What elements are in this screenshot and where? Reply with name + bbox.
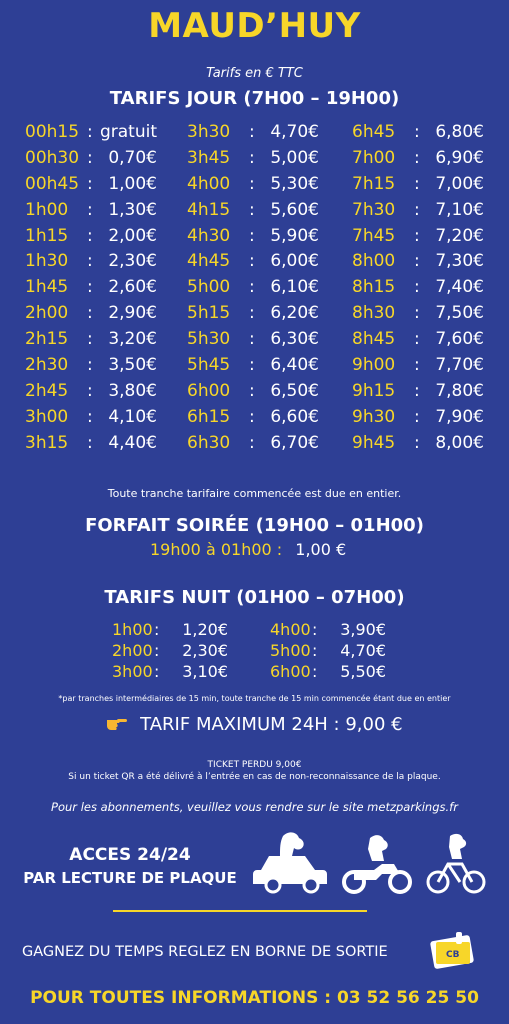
rate-separator: : — [87, 432, 93, 453]
rate-separator: : — [87, 303, 93, 324]
rate-price: 1,20€ — [182, 620, 228, 639]
exit-payment-info: GAGNEZ DU TEMPS REGLEZ EN BORNE DE SORTIE — [22, 944, 388, 960]
rate-duration: 9h15 — [352, 380, 396, 401]
rate-separator: : — [312, 662, 318, 681]
rate-duration: 7h00 — [352, 147, 396, 168]
rate-price: 7,30€ — [435, 251, 484, 272]
day-rates-column-1 — [25, 122, 157, 459]
rate-duration: 3h00 — [25, 406, 69, 427]
rate-duration: 6h15 — [187, 406, 231, 427]
rate-row — [187, 406, 319, 433]
rate-price: 6,00€ — [270, 251, 319, 272]
night-rates-table — [0, 620, 509, 684]
rate-row — [352, 173, 484, 200]
rate-row — [352, 380, 484, 407]
rate-separator: : — [414, 380, 420, 401]
rate-price: 7,80€ — [435, 380, 484, 401]
rate-separator: : — [87, 355, 93, 376]
rate-duration: 3h00 — [112, 662, 153, 681]
rate-separator: : — [87, 225, 93, 246]
rate-row — [187, 251, 319, 277]
rate-separator: : — [312, 620, 318, 639]
rate-price: 3,90€ — [340, 620, 386, 639]
rate-duration: 8h45 — [352, 329, 396, 350]
rate-price: 3,50€ — [108, 355, 157, 376]
rate-duration: 4h15 — [187, 199, 231, 220]
rate-row — [187, 147, 319, 174]
rate-duration: 4h30 — [187, 225, 231, 246]
rate-separator: : — [249, 432, 255, 453]
day-heading: TARIFS JOUR (7H00 – 19H00) — [109, 88, 400, 109]
rate-row — [25, 251, 157, 277]
rate-price: 3,10€ — [182, 662, 228, 681]
rate-row — [25, 355, 157, 381]
rate-price: 3,20€ — [108, 329, 157, 350]
rate-separator: : — [414, 432, 420, 453]
rate-duration: 1h45 — [25, 277, 69, 298]
day-rates-table — [0, 122, 509, 462]
rate-separator: : — [87, 199, 93, 220]
rate-duration: 8h00 — [352, 251, 396, 272]
rate-row — [187, 225, 319, 252]
rate-duration: 4h00 — [270, 620, 311, 639]
evening-rate — [150, 540, 346, 559]
rate-row — [25, 303, 157, 329]
rate-price: 4,70€ — [270, 122, 319, 142]
rate-duration: 7h15 — [352, 173, 396, 194]
rate-price: 6,80€ — [435, 122, 484, 142]
rate-row — [352, 277, 484, 303]
rate-separator: : — [249, 355, 255, 376]
motorcycle-icon — [340, 832, 416, 900]
rate-price: 7,50€ — [435, 303, 484, 324]
day-rates-column-3 — [352, 122, 484, 459]
rate-row — [112, 641, 228, 662]
rate-duration: 3h30 — [187, 122, 231, 142]
rate-separator: : — [249, 199, 255, 220]
rate-price: 2,90€ — [108, 303, 157, 324]
rate-separator: : — [414, 406, 420, 427]
rate-row — [25, 122, 157, 148]
rate-separator: : — [249, 277, 255, 298]
rate-price: 7,40€ — [435, 277, 484, 298]
rate-duration: 6h00 — [270, 662, 311, 681]
rate-row — [187, 122, 319, 148]
rate-separator: : — [414, 251, 420, 272]
rate-separator: : — [414, 329, 420, 350]
bicycle-icon — [424, 832, 490, 900]
rate-row — [352, 329, 484, 355]
rate-price: 5,90€ — [270, 225, 319, 246]
rate-price: 6,20€ — [270, 303, 319, 324]
rate-price: 6,30€ — [270, 329, 319, 350]
rate-duration: 2h00 — [112, 641, 153, 660]
rate-price: 7,90€ — [435, 406, 484, 427]
rate-duration: 5h30 — [187, 329, 231, 350]
card-label: CB — [446, 950, 460, 960]
rate-row — [352, 251, 484, 277]
rate-duration: 6h00 — [187, 380, 231, 401]
rate-row — [25, 380, 157, 407]
rate-separator: : — [249, 380, 255, 401]
rate-row — [352, 122, 484, 148]
night-footnote: *par tranches intermédiaires de 15 min, toute tranche de 15 min commencée étant due en entier — [58, 694, 451, 703]
rate-price: 1,30€ — [108, 199, 157, 220]
rate-duration: 00h15 — [25, 122, 80, 142]
rate-row — [25, 432, 157, 459]
rate-separator: : — [312, 641, 318, 660]
rate-duration: 1h00 — [112, 620, 153, 639]
rate-row — [187, 329, 319, 355]
rate-row — [352, 432, 484, 459]
rate-price: 5,50€ — [340, 662, 386, 681]
rate-price: 3,80€ — [108, 380, 157, 401]
lost-ticket-line2: Si un ticket QR a été délivré à l’entrée en cas de non-reconnaissance de la plaque. — [68, 772, 441, 782]
rate-row — [112, 620, 228, 641]
rate-separator: : — [87, 380, 93, 401]
rate-duration: 5h00 — [187, 277, 231, 298]
rate-separator: : — [414, 355, 420, 376]
rate-separator: : — [249, 225, 255, 246]
rate-price: 7,00€ — [435, 173, 484, 194]
access-line2: PAR LECTURE DE PLAQUE — [23, 869, 237, 887]
divider — [113, 910, 367, 912]
rate-price: 6,90€ — [435, 147, 484, 168]
rate-separator: : — [249, 147, 255, 168]
page-title: MAUD’HUY — [148, 6, 361, 46]
rate-row — [187, 303, 319, 329]
rate-duration: 8h30 — [352, 303, 396, 324]
rate-separator: : — [414, 122, 420, 142]
rate-price: 2,30€ — [108, 251, 157, 272]
rate-row — [187, 380, 319, 407]
rate-duration: 1h15 — [25, 225, 69, 246]
rate-duration: 6h30 — [187, 432, 231, 453]
rate-duration: 3h15 — [25, 432, 69, 453]
rate-duration: 5h00 — [270, 641, 311, 660]
rate-separator: : — [154, 620, 160, 639]
rate-row — [352, 199, 484, 226]
night-rates-column-1 — [112, 620, 228, 683]
rate-price: 4,10€ — [108, 406, 157, 427]
rate-price: 5,00€ — [270, 147, 319, 168]
rate-separator: : — [154, 662, 160, 681]
rate-separator: : — [249, 303, 255, 324]
rate-duration: 7h45 — [352, 225, 396, 246]
rate-price: 2,60€ — [108, 277, 157, 298]
subtitle: Tarifs en € TTC — [206, 66, 303, 81]
rate-price: 7,10€ — [435, 199, 484, 220]
rate-duration: 9h00 — [352, 355, 396, 376]
rate-price: 4,70€ — [340, 641, 386, 660]
rate-duration: 3h45 — [187, 147, 231, 168]
rate-duration: 4h00 — [187, 173, 231, 194]
rate-row — [25, 406, 157, 433]
rate-row — [112, 662, 228, 683]
rate-separator: : — [87, 406, 93, 427]
rate-separator: : — [414, 173, 420, 194]
rate-duration: 5h15 — [187, 303, 231, 324]
rate-duration: 1h30 — [25, 251, 69, 272]
rate-separator: : — [87, 173, 93, 194]
rate-separator: : — [249, 329, 255, 350]
pointing-hand-icon — [106, 715, 128, 736]
rate-price: 6,70€ — [270, 432, 319, 453]
rate-row — [25, 199, 157, 226]
rate-price: 6,50€ — [270, 380, 319, 401]
rate-separator: : — [87, 251, 93, 272]
rate-duration: 2h00 — [25, 303, 69, 324]
rate-price: 6,40€ — [270, 355, 319, 376]
rate-duration: 1h00 — [25, 199, 69, 220]
rate-price: 6,10€ — [270, 277, 319, 298]
rate-row — [352, 225, 484, 252]
rate-duration: 2h30 — [25, 355, 69, 376]
rate-row — [352, 303, 484, 329]
rate-price: 0,70€ — [108, 147, 157, 168]
rate-duration: 9h30 — [352, 406, 396, 427]
evening-price: 1,00 € — [295, 540, 347, 559]
rate-separator: : — [414, 303, 420, 324]
rate-duration: 8h15 — [352, 277, 396, 298]
rate-separator: : — [87, 329, 93, 350]
rate-row — [187, 277, 319, 303]
rate-row — [25, 329, 157, 355]
rate-separator: : — [249, 406, 255, 427]
rate-separator: : — [249, 173, 255, 194]
access-line1: ACCES 24/24 — [69, 845, 191, 865]
rate-separator: : — [414, 147, 420, 168]
rate-separator: : — [414, 199, 420, 220]
rate-price: 5,60€ — [270, 199, 319, 220]
rate-duration: 7h30 — [352, 199, 396, 220]
evening-range: 19h00 à 01h00 : — [150, 540, 283, 559]
rate-row — [187, 355, 319, 381]
rate-row — [187, 432, 319, 459]
rate-separator: : — [249, 251, 255, 272]
rate-duration: 6h45 — [352, 122, 396, 142]
night-rates-column-2 — [270, 620, 386, 683]
rate-row — [270, 662, 386, 683]
rate-row — [270, 620, 386, 641]
rate-separator: : — [87, 277, 93, 298]
rate-duration: 5h45 — [187, 355, 231, 376]
rate-price: 2,00€ — [108, 225, 157, 246]
rate-separator: : — [414, 225, 420, 246]
rate-row — [270, 641, 386, 662]
rate-row — [187, 199, 319, 226]
rate-separator: : — [154, 641, 160, 660]
rate-row — [25, 147, 157, 174]
rate-price: 6,60€ — [270, 406, 319, 427]
evening-heading: FORFAIT SOIRÉE (19H00 – 01H00) — [85, 515, 424, 536]
rate-price: 7,20€ — [435, 225, 484, 246]
rate-price: 2,30€ — [182, 641, 228, 660]
rate-duration: 00h30 — [25, 147, 80, 168]
night-heading: TARIFS NUIT (01H00 – 07H00) — [104, 587, 405, 608]
rate-duration: 2h15 — [25, 329, 69, 350]
rate-row — [187, 173, 319, 200]
rate-price: 7,60€ — [435, 329, 484, 350]
day-rates-column-2 — [187, 122, 319, 459]
rate-separator: : — [414, 277, 420, 298]
rate-separator: : — [87, 147, 93, 168]
rate-duration: 2h45 — [25, 380, 69, 401]
max-rate-text: TARIF MAXIMUM 24H : 9,00 € — [140, 714, 403, 735]
card-payment-icon — [426, 930, 478, 976]
rate-duration: 4h45 — [187, 251, 231, 272]
rate-duration: 00h45 — [25, 173, 80, 194]
rate-price: 8,00€ — [435, 432, 484, 453]
rate-separator: : — [249, 122, 255, 142]
lost-ticket-line1: TICKET PERDU 9,00€ — [207, 760, 302, 770]
rate-price: 5,30€ — [270, 173, 319, 194]
rate-row — [25, 277, 157, 303]
rate-row — [25, 225, 157, 252]
rate-price: 4,40€ — [108, 432, 157, 453]
day-note: Toute tranche tarifaire commencée est due en entier. — [107, 487, 402, 500]
max-rate — [0, 714, 509, 736]
rate-row — [25, 173, 157, 200]
rate-row — [352, 355, 484, 381]
rate-separator: : — [87, 122, 93, 142]
rate-price: 1,00€ — [108, 173, 157, 194]
subscription-info: Pour les abonnements, veuillez vous rendre sur le site metzparkings.fr — [51, 800, 458, 814]
rate-row — [352, 406, 484, 433]
rate-price: gratuit — [99, 122, 157, 142]
car-icon — [253, 830, 331, 898]
contact-info: POUR TOUTES INFORMATIONS : 03 52 56 25 50 — [30, 988, 479, 1008]
rate-duration: 9h45 — [352, 432, 396, 453]
rate-row — [352, 147, 484, 174]
access-info — [10, 845, 250, 887]
rate-price: 7,70€ — [435, 355, 484, 376]
